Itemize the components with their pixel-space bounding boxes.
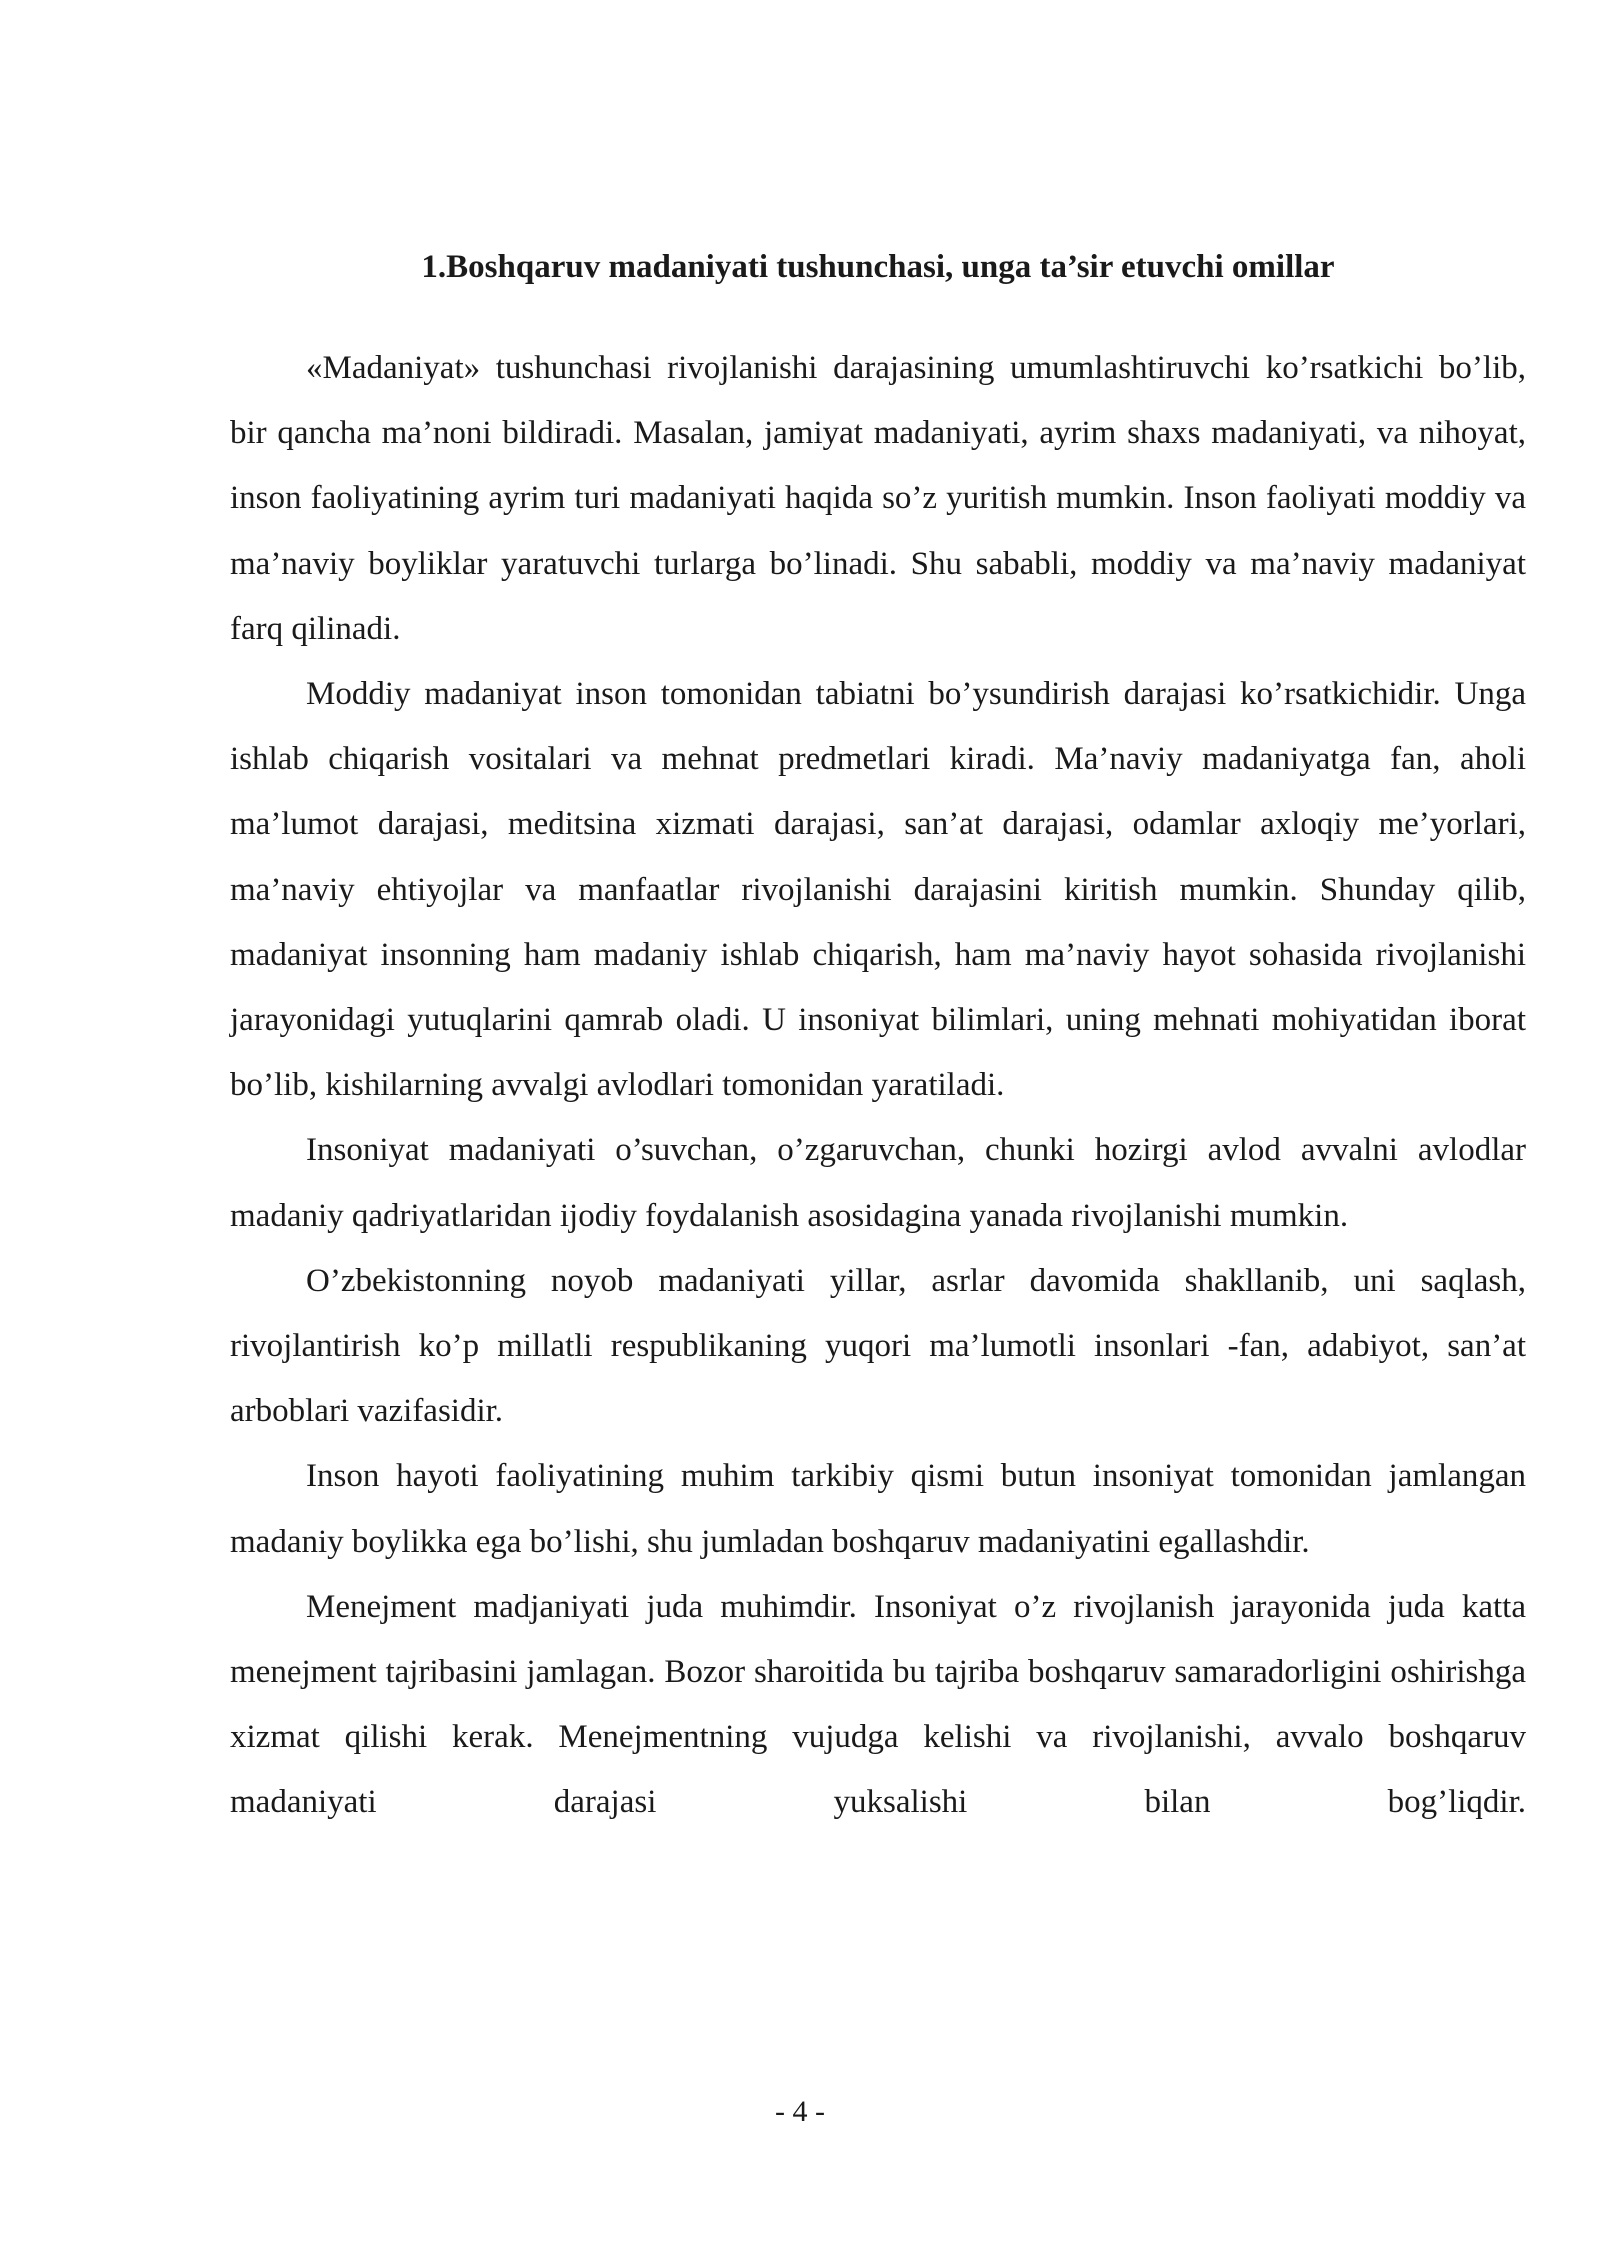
paragraph-ozbekiston-madaniyati: O’zbekistonning noyob madaniyati yillar, asrlar davomida shakllanib, uni saqlash, rivojlantirish ko’p millatli respublikaning yuqori ma’lumotli insonlari -fan, adabiyot, san’at arboblari vazifasidir. [230,1262,1526,1430]
section-heading: 1.Boshqaruv madaniyati tushunchasi, unga ta’sir etuvchi omillar [421,249,1335,285]
paragraph-menejment-madaniyati: Menejment madjaniyati juda muhimdir. Insoniyat o’z rivojlanish jarayonida juda katta menejment tajribasini jamlagan. Bozor sharoitida bu tajriba boshqaruv samaradorligini oshirishga xizmat qilishi kerak. Menejmentning vujudga kelishi va rivojlanishi, avvalo boshqaruv madaniyati darajasi yuksalishi bilan bog’liqdir. [230,1588,1526,1821]
paragraph-madaniyat-definition: «Madaniyat» tushunchasi rivojlanishi darajasining umumlashtiruvchi ko’rsatkichi bo’lib, bir qancha ma’noni bildiradi. Masalan, jamiyat madaniyati, ayrim shaxs madaniyati, va nihoyat, inson faoliyatining ayrim turi madaniyati haqida so’z yuritish mumkin. Inson faoliyati moddiy va ma’naviy boyliklar yaratuvchi turlarga bo’linadi. Shu sababli, moddiy va ma’naviy madaniyat farq qilinadi. [230,350,1526,647]
paragraph-insoniyat-madaniyati: Insoniyat madaniyati o’suvchan, o’zgaruvchan, chunki hozirgi avlod avvalni avlodlar madaniy qadriyatlaridan ijodiy foydalanish asosidagina yanada rivojlanishi mumkin. [230,1132,1526,1234]
paragraph-moddiy-madaniyat: Moddiy madaniyat inson tomonidan tabiatni bo’ysundirish darajasi ko’rsatkichidir. Unga ishlab chiqarish vositalari va mehnat predmetlari kiradi. Ma’naviy madaniyatga fan, aholi ma’lumot darajasi, meditsina xizmati darajasi, san’at darajasi, odamlar axloqiy me’yorlari, ma’naviy ehtiyojlar va manfaatlar rivojlanishi darajasini kiritish mumkin. Shunday qilib, madaniyat insonning ham madaniy ishlab chiqarish, ham ma’naviy hayot sohasida rivojlanishi jarayonidagi yutuqlarini qamrab oladi. U insoniyat bilimlari, uning mehnati mohiyatidan iborat bo’lib, kishilarning avvalgi avlodlari tomonidan yaratiladi. [230,676,1526,1104]
body-text [230,336,1526,1836]
page-number: - 4 - [775,2095,825,2128]
paragraph-inson-hayoti: Inson hayoti faoliyatining muhim tarkibiy qismi butun insoniyat tomonidan jamlangan madaniy boylikka ega bo’lishi, shu jumladan boshqaruv madaniyatini egallashdir. [230,1458,1526,1560]
